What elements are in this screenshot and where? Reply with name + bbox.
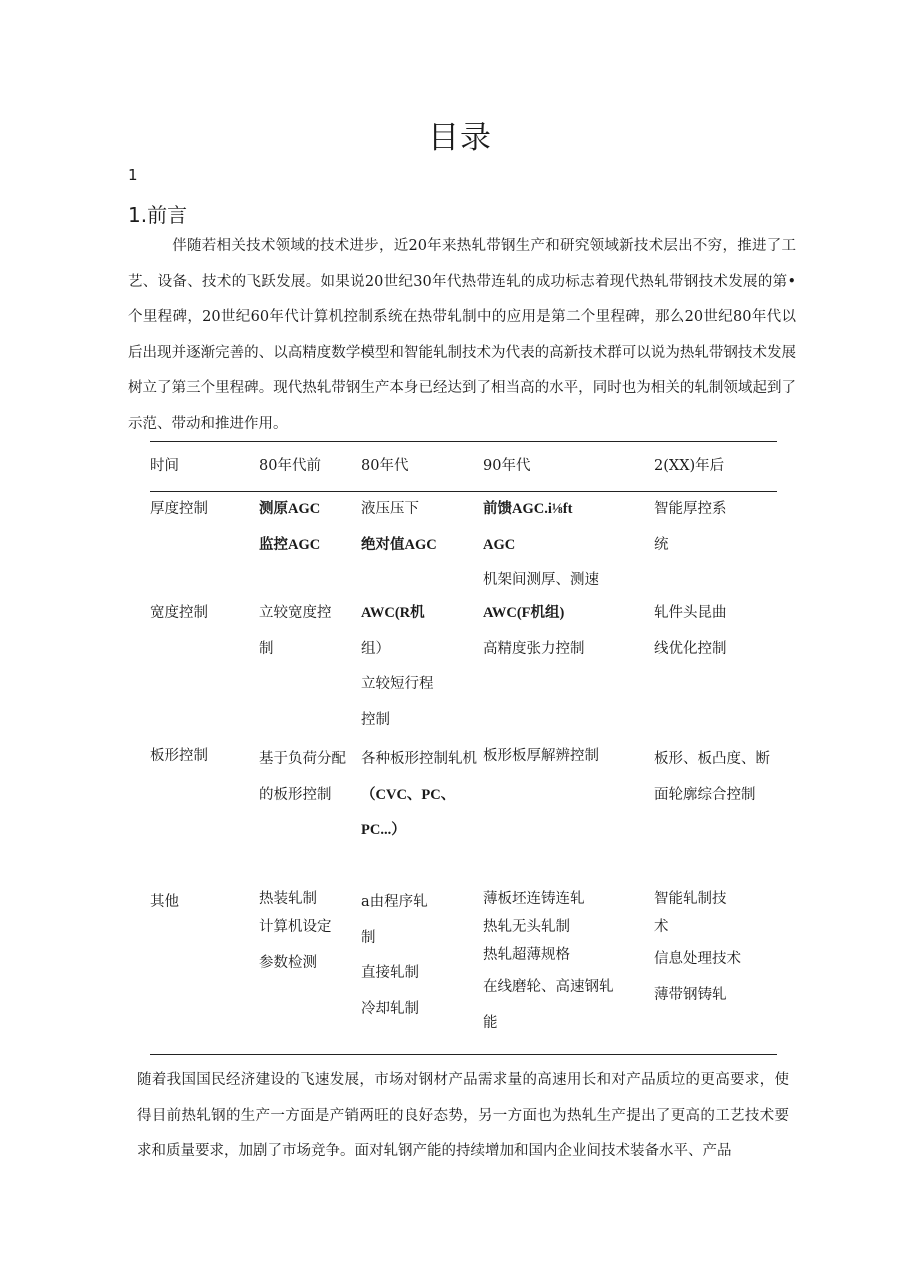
cell-line: 各种板形控制轧机	[361, 751, 477, 767]
table-cell	[483, 739, 599, 775]
table-header-2000s: 2(XX)年后	[654, 458, 725, 474]
table-cell	[654, 885, 741, 1013]
table-cell	[259, 596, 332, 667]
cell-line: 智能厚控系	[654, 501, 727, 517]
intro-paragraph	[128, 229, 796, 442]
cell-line: 板形、板凸度、断	[654, 751, 770, 767]
cell-line: AGC	[483, 536, 516, 553]
table-cell	[361, 492, 437, 563]
row-label-other: 其他	[150, 894, 179, 910]
cell-line: 直接轧制	[361, 965, 419, 981]
cell-line: 薄板坯连铸连轧	[483, 891, 585, 907]
cell-line: 组）	[361, 640, 390, 657]
table-header-time: 时间	[150, 458, 179, 474]
cell-line: 高精度张力控制	[483, 640, 585, 657]
table-cell	[654, 742, 770, 813]
cell-line: a由程序轧	[361, 894, 428, 910]
row-label-width: 宽度控制	[150, 605, 208, 621]
row-label-thickness: 厚度控制	[150, 501, 208, 517]
cell-line: 冷却轧制	[361, 1000, 419, 1017]
table-cell	[654, 492, 727, 563]
intro-paragraph-text: 伴随若相关技术领域的技术进步，近20年来热轧带钢生产和研究领域新技术层出不穷，推进了工艺、设备、技术的飞跃发展。如果说20世纪30年代热带连轧的成功标志着现代热轧带钢技术发展的第•个里程碑，20世纪60年代计算机控制系统在热带轧制中的应用是第二个里程碑，那么20世纪80年代以后出现并逐渐完善的、以高精度数学模型和智能轧制技术为代表的高新技术群可以说为热轧带钢技术发展树立了第三个里程碑。现代热轧带钢生产本身已经达到了相当高的水平，同时也为相关的轧制领域起到了示范、带动和推进作用。	[128, 238, 796, 432]
cell-line: 热轧无头轧制	[483, 919, 570, 935]
cell-line: 信息处理技术	[654, 951, 741, 967]
cell-line: 能	[483, 1015, 498, 1031]
cell-line: PC...）	[361, 822, 406, 838]
cell-line: 绝对值AGC	[361, 536, 437, 553]
cell-line: 统	[654, 536, 669, 553]
cell-line: 液压压下	[361, 501, 419, 517]
table-cell	[654, 596, 727, 667]
table-header-pre80s: 80年代前	[259, 458, 321, 474]
table-cell	[361, 885, 428, 1027]
table-cell	[483, 492, 599, 599]
cell-line: 术	[654, 919, 669, 935]
cell-line: 智能轧制技	[654, 891, 727, 907]
table-cell	[483, 596, 585, 667]
cell-line: 薄带钢铸轧	[654, 987, 727, 1003]
cell-line: 立较短行程	[361, 676, 434, 692]
table-header-80s: 80年代	[361, 458, 409, 474]
cell-line: 前馈AGC.i⅛ft	[483, 501, 573, 517]
cell-line: 控制	[361, 711, 390, 728]
cell-line: 参数检测	[259, 955, 317, 971]
cell-line: 立较宽度控	[259, 605, 332, 621]
table-bottom-rule	[150, 1054, 777, 1055]
section-heading: 1.前言	[128, 203, 188, 227]
cell-line: 线优化控制	[654, 640, 727, 657]
page-title: 目录	[428, 120, 492, 156]
cell-line: 板形板厚解辨控制	[483, 748, 599, 764]
table-cell	[259, 885, 332, 985]
cell-line: AWC(F机组)	[483, 605, 565, 621]
table-cell	[361, 742, 477, 849]
cell-line: 的板形控制	[259, 786, 332, 803]
cell-line: 制	[259, 640, 274, 657]
table-cell	[259, 492, 320, 563]
cell-line: AWC(R机	[361, 605, 425, 621]
cell-line: 热装轧制	[259, 891, 317, 907]
cell-line: 制	[361, 929, 376, 946]
table-cell	[361, 596, 434, 738]
cell-line: 在线磨轮、高速钢轧	[483, 979, 614, 995]
cell-line: 测原AGC	[259, 501, 321, 517]
closing-paragraph: 随着我国国民经济建设的飞速发展，市场对钢材产品需求量的高速用长和对产品质垃的更高要求，使得目前热轧钢的生产一方面是产销两旺的良好态势，另一方面也为热轧生产提出了更高的工艺技术要求和质量要求，加剧了市场竞争。面对轧钢产能的持续增加和国内企业间技术装备水平、产品	[137, 1072, 789, 1159]
table-cell	[259, 742, 346, 813]
page-number: 1	[128, 166, 138, 184]
cell-line: 监控AGC	[259, 536, 321, 553]
cell-line: 计算机设定	[259, 919, 332, 935]
cell-line: 轧件头昆曲	[654, 605, 727, 621]
cell-line: 热轧超薄规格	[483, 947, 570, 963]
table-top-rule	[150, 441, 777, 442]
cell-line: 基于负荷分配	[259, 751, 346, 767]
cell-line: 机架间测厚、测速	[483, 572, 599, 588]
row-label-shape: 板形控制	[150, 748, 208, 764]
table-cell	[483, 885, 614, 1041]
cell-line: （CVC、PC、	[361, 786, 456, 803]
table-header-90s: 90年代	[483, 458, 531, 474]
cell-line: 面轮廓综合控制	[654, 786, 756, 803]
